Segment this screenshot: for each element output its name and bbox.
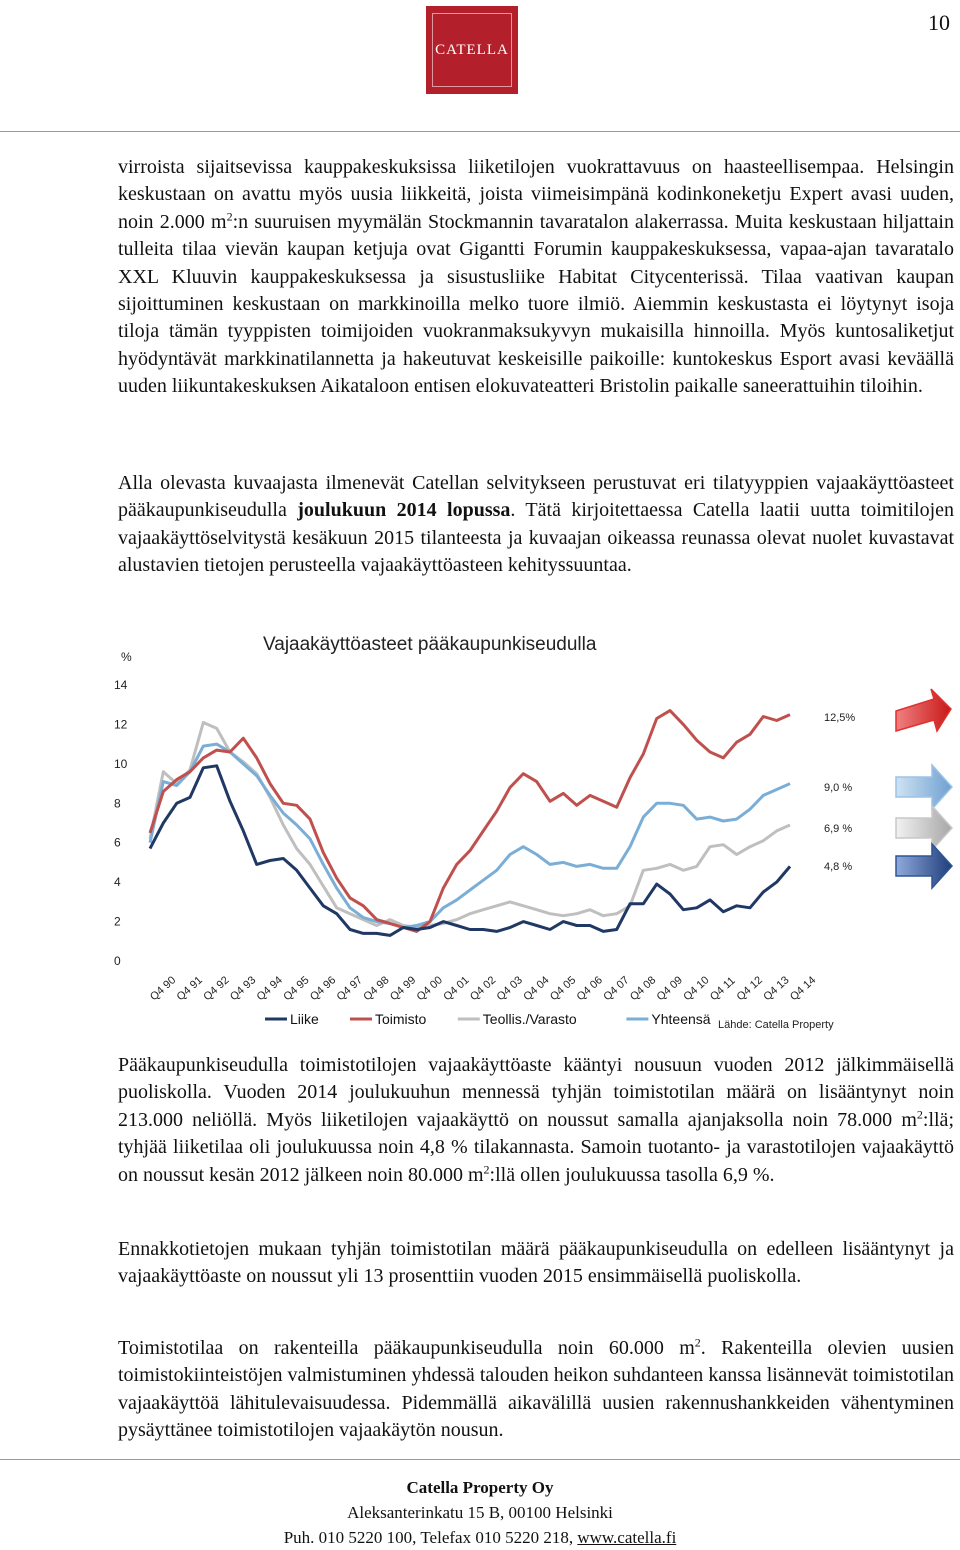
footer-divider [0, 1459, 960, 1460]
text-run: :n suuruisen myymälän Stockmannin tavaratalon alakerrassa. Muita keskustaan hiljattain tulleita tilaa vievän kaupan ketjuja ovat Gigantti Forumin kauppakeskuksessa, vapaa-ajan tavaratalo XXL Kluuvin kauppakeskuksessa ja sisustusliike Habitat Citycenterissä. Tilaa vaativan kaupan sijoittuminen keskustaan on markkinoilla melko tuore ilmiö. Aiemmin keskustasta ei löytynyt isoja tiloja tämän tyyppisten toimijoiden vuokranmaksukyvyn mukaisilla hinnoilla. Myös kuntosaliketjut hyödyntävät markkinatilannetta ja hakeutuvat keskeisille paikoille: kuntokeskus Esport avasi keväällä uuden liikuntakeskuksen Aikataloon entisen elokuvateatteri Bristolin paikalle saneerattuihin tiloihin. [118, 210, 954, 398]
header-divider [0, 131, 960, 132]
superscript: 2 [916, 1107, 923, 1122]
x-tick-label: Q4 04 [521, 974, 552, 1004]
x-tick-label: Q4 09 [654, 974, 685, 1004]
x-tick-label: Q4 91 [174, 974, 205, 1004]
y-tick-label: 12 [114, 717, 128, 732]
footer-contact [0, 1525, 960, 1550]
footer-company: Catella Property Oy [406, 1478, 554, 1497]
x-tick-label: Q4 08 [627, 974, 659, 1004]
end-value-label: 12,5% [824, 712, 856, 724]
end-value-label: 6,9 % [824, 823, 853, 835]
y-tick-label: 4 [114, 875, 121, 890]
x-tick-label: Q4 96 [307, 974, 339, 1004]
text-run: Toimistotilaa on rakenteilla pääkaupunkiseudulla noin 60.000 m [118, 1337, 695, 1359]
x-tick-label: Q4 00 [414, 974, 445, 1004]
end-value-label: 9,0 % [824, 782, 853, 794]
chart-source: Lähde: Catella Property [718, 1019, 834, 1031]
y-axis-ticks [114, 678, 128, 968]
series-line [150, 711, 790, 932]
legend-label: Teollis./Varasto [482, 1011, 577, 1027]
footer-website-link[interactable]: www.catella.fi [577, 1528, 677, 1547]
paragraph-office-vacancy [118, 1052, 954, 1189]
catella-logo [426, 6, 518, 94]
x-tick-label: Q4 01 [441, 974, 472, 1004]
y-tick-label: 6 [114, 835, 121, 850]
text-run: . Tätä kirjoitettaessa Catella laatii uutta toimitilojen vajaakäyttöselvitystä kesäkuun 2015 tilanteesta ja kuvaajan oikeassa reunassa olevat nuolet kuvastavat alustavien tietojen perusteella vajaakäyttöasteen kehityssuuntaa. [118, 499, 954, 577]
x-tick-label: Q4 12 [734, 974, 765, 1004]
end-value-labels [824, 712, 855, 873]
series-lines [150, 711, 790, 936]
chart-legend [265, 1011, 711, 1027]
x-tick-label: Q4 14 [787, 974, 819, 1004]
paragraph-preliminary: Ennakkotietojen mukaan tyhjän toimistotilan määrä pääkaupunkiseudulla on edelleen lisääntynyt ja vajaakäyttöaste on noussut yli 13 prosenttiin vuoden 2015 ensimmäisellä puoliskolla. [118, 1238, 954, 1288]
trend-arrow [896, 689, 951, 731]
y-tick-label: 14 [114, 678, 128, 692]
superscript: 2 [226, 209, 233, 224]
text-run: Pääkaupunkiseudulla toimistotilojen vajaakäyttöaste kääntyi nousuun vuoden 2012 jälkimmäisellä puoliskolla. Vuoden 2014 joulukuuhun mennessä tyhjän toimistotilan määrä on lisääntynyt noin 213.000 neliöllä. Myös liiketilojen vajaakäyttö on noussut samalla ajanjaksolla noin 78.000 m [118, 1054, 954, 1131]
y-axis-label: % [121, 650, 132, 664]
x-tick-label: Q4 03 [494, 974, 525, 1004]
footer-phone: Puh. 010 5220 100, Telefax 010 5220 218, [283, 1528, 578, 1547]
x-tick-label: Q4 90 [147, 974, 179, 1004]
x-tick-label: Q4 11 [707, 974, 738, 1004]
x-tick-label: Q4 92 [201, 974, 232, 1004]
x-tick-label: Q4 98 [361, 974, 392, 1004]
y-tick-label: 2 [114, 914, 121, 929]
logo-frame [432, 13, 512, 87]
y-tick-label: 0 [114, 954, 121, 968]
x-tick-label: Q4 94 [254, 974, 285, 1004]
trend-arrow [896, 806, 952, 850]
x-tick-label: Q4 05 [547, 974, 579, 1004]
x-axis-ticks [148, 974, 818, 1003]
legend-label: Yhteensä [651, 1011, 711, 1027]
bold-text: joulukuun 2014 lopussa [297, 499, 511, 522]
legend-label: Liike [290, 1011, 319, 1027]
trend-arrows [896, 689, 952, 888]
text-run: :llä; tyhjää liiketilaa oli joulukuussa noin 4,8 % tilakannasta. Samoin tuotanto- ja varastotilojen vajaakäyttö on noussut kesän 2012 jälkeen noin 80.000 m [118, 1108, 954, 1186]
paragraph-chart-intro [118, 470, 954, 580]
superscript: 2 [483, 1161, 490, 1176]
vacancy-chart [100, 625, 960, 1035]
series-line [150, 723, 790, 928]
end-value-label: 4,8 % [824, 861, 853, 873]
y-tick-label: 8 [114, 796, 121, 811]
x-tick-label: Q4 97 [334, 974, 365, 1004]
paragraph-retail-vacancy [118, 154, 954, 401]
page-footer [0, 1475, 960, 1550]
paragraph-construction [118, 1335, 954, 1445]
chart-title: Vajaakäyttöasteet pääkaupunkiseudulla [263, 634, 597, 655]
trend-arrow [896, 844, 952, 888]
footer-address: Aleksanterinkatu 15 B, 00100 Helsinki [347, 1503, 613, 1522]
y-tick-label: 10 [114, 756, 128, 771]
text-run: . Rakenteilla olevien uusien toimistokiinteistöjen valmistuminen yhdessä talouden heikon suhdanteen kanssa lisännevät toimistotilan vajaakäyttöä lähitulevaisuudessa. Pidemmällä aikavälillä uusien rakennushankkeiden vähentyminen pysäyttänee toimistotilojen vajaakäytön nousun. [118, 1337, 954, 1442]
text-run: :llä ollen joulukuussa tasolla 6,9 %. [489, 1163, 775, 1186]
x-tick-label: Q4 02 [467, 974, 499, 1004]
x-tick-label: Q4 06 [574, 974, 605, 1004]
text-run: Alla olevasta kuvaajasta ilmenevät Catellan selvitykseen perustuvat eri tilatyyppien vajaakäyttöasteet pääkaupunkiseudulla [118, 472, 954, 522]
legend-label: Toimisto [375, 1011, 427, 1027]
trend-arrow [896, 765, 952, 809]
x-tick-label: Q4 95 [281, 974, 312, 1004]
x-tick-label: Q4 99 [387, 974, 419, 1004]
text-run: virroista sijaitsevissa kauppakeskuksissa liiketilojen vuokrattavuus on haasteellisempaa. Helsingin keskustaan on avattu myös uusia liikkeitä, joista viimeisimpänä kodinkoneketju Expert avasi uuden, noin 2.000 m [118, 156, 954, 233]
x-tick-label: Q4 10 [681, 974, 712, 1004]
vacancy-chart-svg [100, 625, 960, 1035]
x-tick-label: Q4 93 [227, 974, 259, 1004]
logo-text: CATELLA [435, 41, 509, 58]
superscript: 2 [694, 1335, 701, 1350]
x-tick-label: Q4 07 [601, 974, 632, 1004]
x-tick-label: Q4 13 [761, 974, 792, 1004]
page-number: 10 [928, 10, 950, 35]
